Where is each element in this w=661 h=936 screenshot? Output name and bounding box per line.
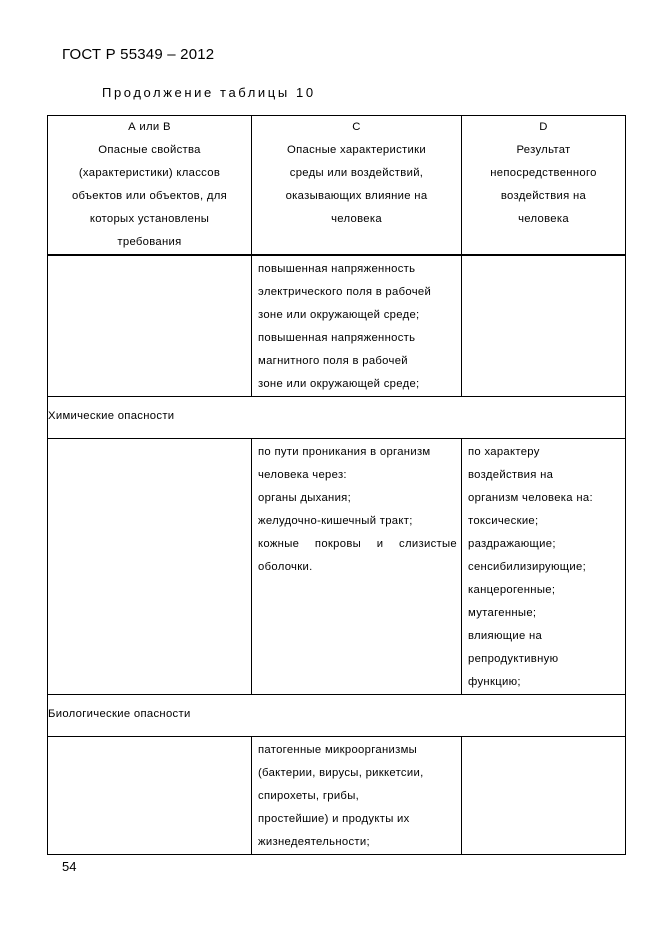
cell-line: кожные покровы и слизистые [258, 538, 457, 550]
cell-line: сенсибилизирующие; [468, 561, 587, 573]
table-row [48, 737, 626, 855]
cell-line: токсические; [468, 515, 539, 527]
cell-line: функцию; [468, 676, 521, 688]
cell-line: репродуктивную [468, 653, 559, 665]
cell-line: раздражающие; [468, 538, 556, 550]
cell-line: по пути проникания в организм [258, 446, 431, 458]
header-d-line: Результат [516, 144, 571, 156]
header-column-c [252, 116, 462, 256]
header-d-line: непосредственного [490, 167, 597, 179]
table-header-row [48, 116, 626, 256]
cell-ab-empty [48, 255, 252, 397]
cell-line: оболочки. [258, 561, 313, 573]
cell-line: влияющие на [468, 630, 543, 642]
cell-c [252, 255, 462, 397]
header-c-line: человека [331, 213, 382, 225]
hazards-table [47, 115, 626, 855]
header-c-line: среды или воздействий, [289, 167, 424, 179]
cell-c [252, 439, 462, 695]
table-continuation-label: Продолжение таблицы 10 [102, 85, 316, 100]
section-title-biological: Биологические опасности [48, 708, 191, 720]
cell-ab-empty [48, 737, 252, 855]
header-c-code: С [352, 121, 361, 133]
header-c-line: оказывающих влияние на [285, 190, 428, 202]
header-column-d [462, 116, 626, 256]
cell-d-empty [462, 255, 626, 397]
header-d-line: человека [518, 213, 569, 225]
header-ab-line: (характеристики) классов [78, 167, 221, 179]
cell-ab-empty [48, 439, 252, 695]
cell-line: простейшие) и продукты их [258, 813, 410, 825]
cell-line: электрического поля в рабочей [258, 286, 432, 298]
cell-c [252, 737, 462, 855]
section-row-chemical [48, 397, 626, 439]
section-cell [48, 397, 626, 439]
cell-line: повышенная напряженность [258, 332, 416, 344]
header-ab-line: которых установлены [89, 213, 210, 225]
cell-line: мутагенные; [468, 607, 537, 619]
header-d-code: D [539, 121, 548, 133]
header-column-ab [48, 116, 252, 256]
header-ab-code: А или В [128, 121, 171, 133]
cell-line: патогенные микроорганизмы [258, 744, 418, 756]
cell-line: органы дыхания; [258, 492, 352, 504]
document-standard-title: ГОСТ Р 55349 – 2012 [62, 46, 215, 63]
header-ab-line: Опасные свойства [98, 144, 201, 156]
cell-line: повышенная напряженность [258, 263, 416, 275]
cell-line: по характеру [468, 446, 540, 458]
header-d-line: воздействия на [500, 190, 587, 202]
cell-line: человека через: [258, 469, 347, 481]
section-cell [48, 695, 626, 737]
header-ab-line: объектов или объектов, для [71, 190, 228, 202]
header-c-line: Опасные характеристики [287, 144, 426, 156]
table-row [48, 439, 626, 695]
cell-line: желудочно-кишечный тракт; [258, 515, 413, 527]
cell-line: зоне или окружающей среде; [258, 309, 420, 321]
cell-line: магнитного поля в рабочей [258, 355, 408, 367]
cell-line: спирохеты, грибы, [258, 790, 360, 802]
cell-line: воздействия на [468, 469, 554, 481]
cell-line: (бактерии, вирусы, риккетсии, [258, 767, 424, 779]
header-ab-line: требования [117, 236, 182, 248]
page-number: 54 [62, 859, 77, 874]
cell-line: жизнедеятельности; [258, 836, 370, 848]
cell-line: организм человека на: [468, 492, 593, 504]
cell-d [462, 439, 626, 695]
cell-d-empty [462, 737, 626, 855]
cell-line: зоне или окружающей среде; [258, 378, 420, 390]
section-title-chemical: Химические опасности [48, 410, 175, 422]
cell-line: канцерогенные; [468, 584, 556, 596]
table-row [48, 255, 626, 397]
section-row-biological [48, 695, 626, 737]
